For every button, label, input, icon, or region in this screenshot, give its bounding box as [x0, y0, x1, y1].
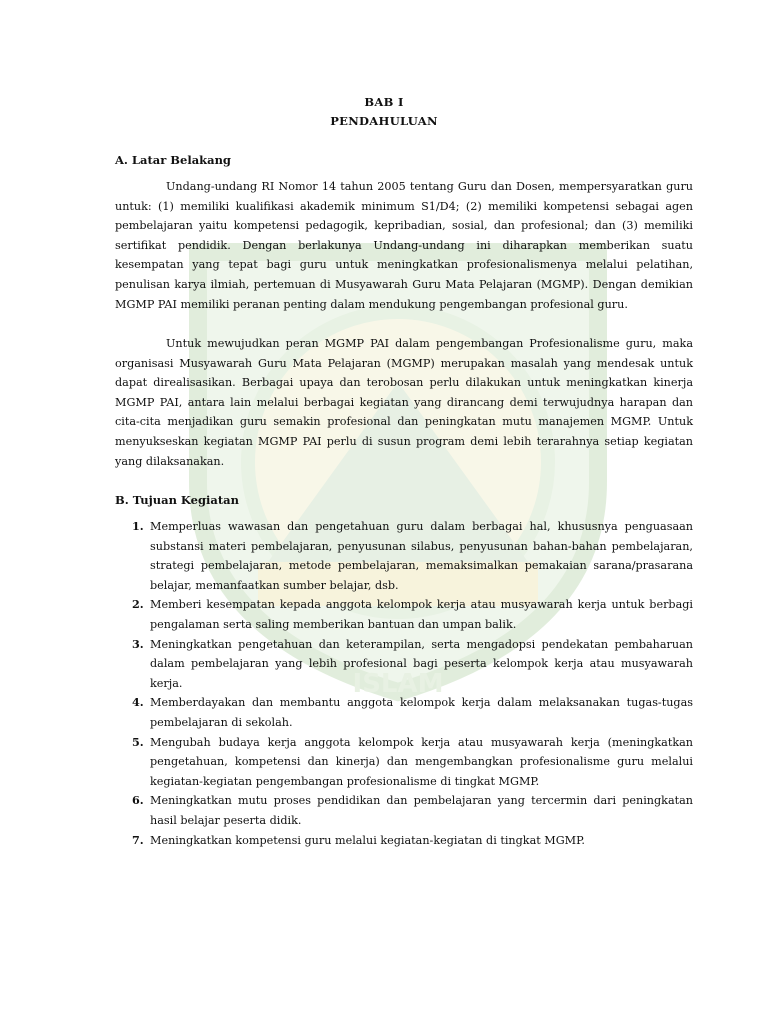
- list-item: [115, 831, 693, 851]
- list-item-text: Meningkatkan pengetahuan dan keterampilan, serta mengadopsi pendekatan pembaharuan dalam pembelajaran yang lebih profesional bagi peserta kelompok kerja atau musyawarah kerja.: [150, 637, 693, 690]
- chapter-title: PENDAHULUAN: [330, 114, 438, 128]
- chapter-number: BAB I: [364, 95, 404, 109]
- list-item-text: Meningkatkan kompetensi guru melalui kegiatan-kegiatan di tingkat MGMP.: [150, 833, 585, 847]
- watermark-label: ISLAM: [352, 669, 444, 699]
- list-item-number: 3.: [132, 636, 144, 651]
- list-item-number: 2.: [132, 597, 144, 612]
- section-b-heading: B. Tujuan Kegiatan: [115, 493, 239, 507]
- list-item-text: Memberi kesempatan kepada anggota kelompok kerja atau musyawarah kerja untuk berbagi pengalaman serta saling memberikan bantuan dan umpan balik.: [150, 598, 693, 631]
- list-item: [115, 517, 693, 595]
- list-item-text: Memperluas wawasan dan pengetahuan guru dalam berbagai hal, khususnya penguasaan substansi materi pembelajaran, penyusunan silabus, penyusunan bahan-bahan pembelajaran, strategi pembelajaran, metode pembelajaran, memaksimalkan pemakaian sarana/prasarana belajar, memanfaatkan sumber belajar, dsb.: [150, 520, 693, 592]
- list-item: [115, 733, 693, 792]
- list-item-number: 4.: [132, 695, 144, 710]
- list-item: [115, 693, 693, 732]
- list-item-number: 6.: [132, 793, 144, 808]
- section-a-paragraph-1: Undang-undang RI Nomor 14 tahun 2005 tentang Guru dan Dosen, mempersyaratkan guru untuk: (1) memiliki kualifikasi akademik minimum S1/D4; (2) memiliki kompetensi sebagai agen pembelajaran yaitu kompetensi pedagogik, kepribadian, sosial, dan profesional; dan (3) memiliki sertifikat pendidik. Dengan berlakunya Undang-undang ini diharapkan memberikan suatu kesempatan yang tepat bagi guru untuk meningkatkan profesionalismenya melalui pelatihan, penulisan karya ilmiah, pertemuan di Musyawarah Guru Mata Pelajaran (MGMP). Dengan demikian MGMP PAI memiliki peranan penting dalam mendukung pengembangan profesional guru.: [115, 180, 693, 311]
- list-item-text: Memberdayakan dan membantu anggota kelompok kerja dalam melaksanakan tugas-tugas pembelajaran di sekolah.: [150, 696, 693, 729]
- section-a-heading: A. Latar Belakang: [115, 153, 231, 167]
- list-item-text: Meningkatkan mutu proses pendidikan dan pembelajaran yang tercermin dari peningkatan hasil belajar peserta didik.: [150, 794, 693, 827]
- list-item: [115, 635, 693, 694]
- list-item-text: Mengubah budaya kerja anggota kelompok kerja atau musyawarah kerja (meningkatkan pengetahuan, kompetensi dan kinerja) dan mengembangkan profesionalisme guru melalui kegiatan-kegiatan pengembangan profesionalisme di tingkat MGMP.: [150, 735, 693, 788]
- list-item-number: 1.: [132, 519, 144, 533]
- section-a-paragraph-2: Untuk mewujudkan peran MGMP PAI dalam pengembangan Profesionalisme guru, maka organisasi Musyawarah Guru Mata Pelajaran (MGMP) merupakan masalah yang mendesak untuk dapat direalisasikan. Berbagai upaya dan terobosan perlu dilakukan untuk meningkatkan kinerja MGMP PAI, antara lain melalui berbagai kegiatan yang dirancang demi terwujudnya harapan dan cita-cita menjadikan guru semakin profesional dan peningkatan mutu manajemen MGMP. Untuk menyukseskan kegiatan MGMP PAI perlu di susun program demi lebih terarahnya setiap kegiatan yang dilaksanakan.: [115, 337, 693, 468]
- objectives-list: [115, 517, 693, 850]
- list-item-number: 5.: [132, 734, 144, 749]
- list-item-number: 7.: [132, 832, 144, 847]
- list-item: [115, 791, 693, 830]
- list-item: [115, 595, 693, 634]
